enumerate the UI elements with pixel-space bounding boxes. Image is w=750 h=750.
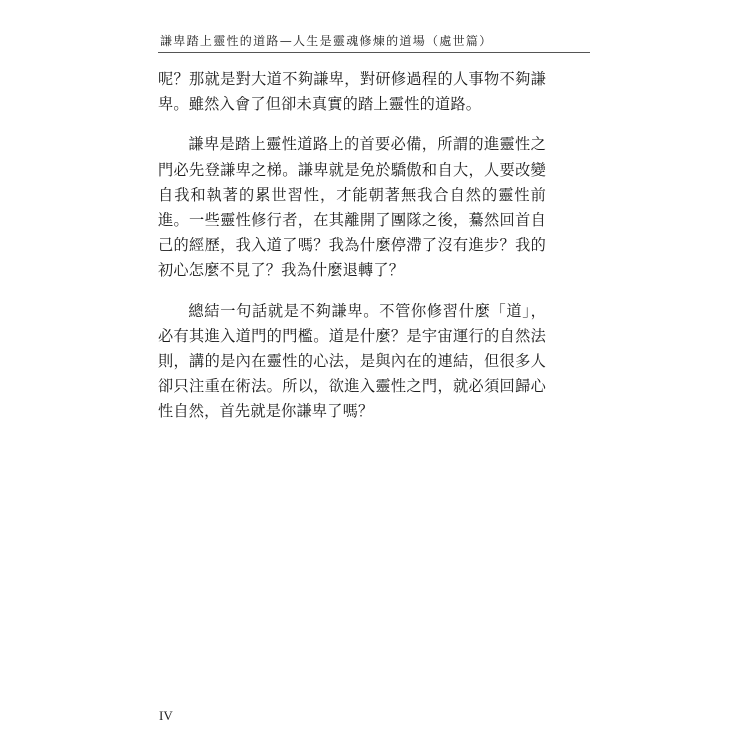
paragraph-3: 總結一句話就是不夠謙卑。不管你修習什麼「道」，必有其進入道門的門檻。道是什麼？是宇宙運行的自然法則，講的是內在靈性的心法，是與內在的連結，但很多人卻只注重在術法。所以，欲進入靈性之門，就必須回歸心性自然，首先就是你謙卑了嗎？	[158, 301, 546, 421]
paragraph-2: 謙卑是踏上靈性道路上的首要必備，所謂的進靈性之門必先登謙卑之梯。謙卑就是免於驕傲和自大，人要改變自我和執著的累世習性，才能朝著無我合自然的靈性前進。一些靈性修行者，在其離開了團隊之後，驀然回首自己的經歷，我入道了嗎？我為什麼停滯了沒有進步？我的初心怎麼不見了？我為什麼退轉了？	[158, 135, 546, 280]
body-text	[158, 67, 546, 440]
running-header-title: 謙卑踏上靈性的道路—人生是靈魂修煉的道場（處世篇）	[160, 34, 493, 48]
paragraph-1: 呢？那就是對大道不夠謙卑，對研修過程的人事物不夠謙卑。雖然入會了但卻未真實的踏上靈性的道路。	[158, 70, 546, 114]
page-number: IV	[159, 708, 173, 723]
header-divider	[158, 52, 590, 53]
